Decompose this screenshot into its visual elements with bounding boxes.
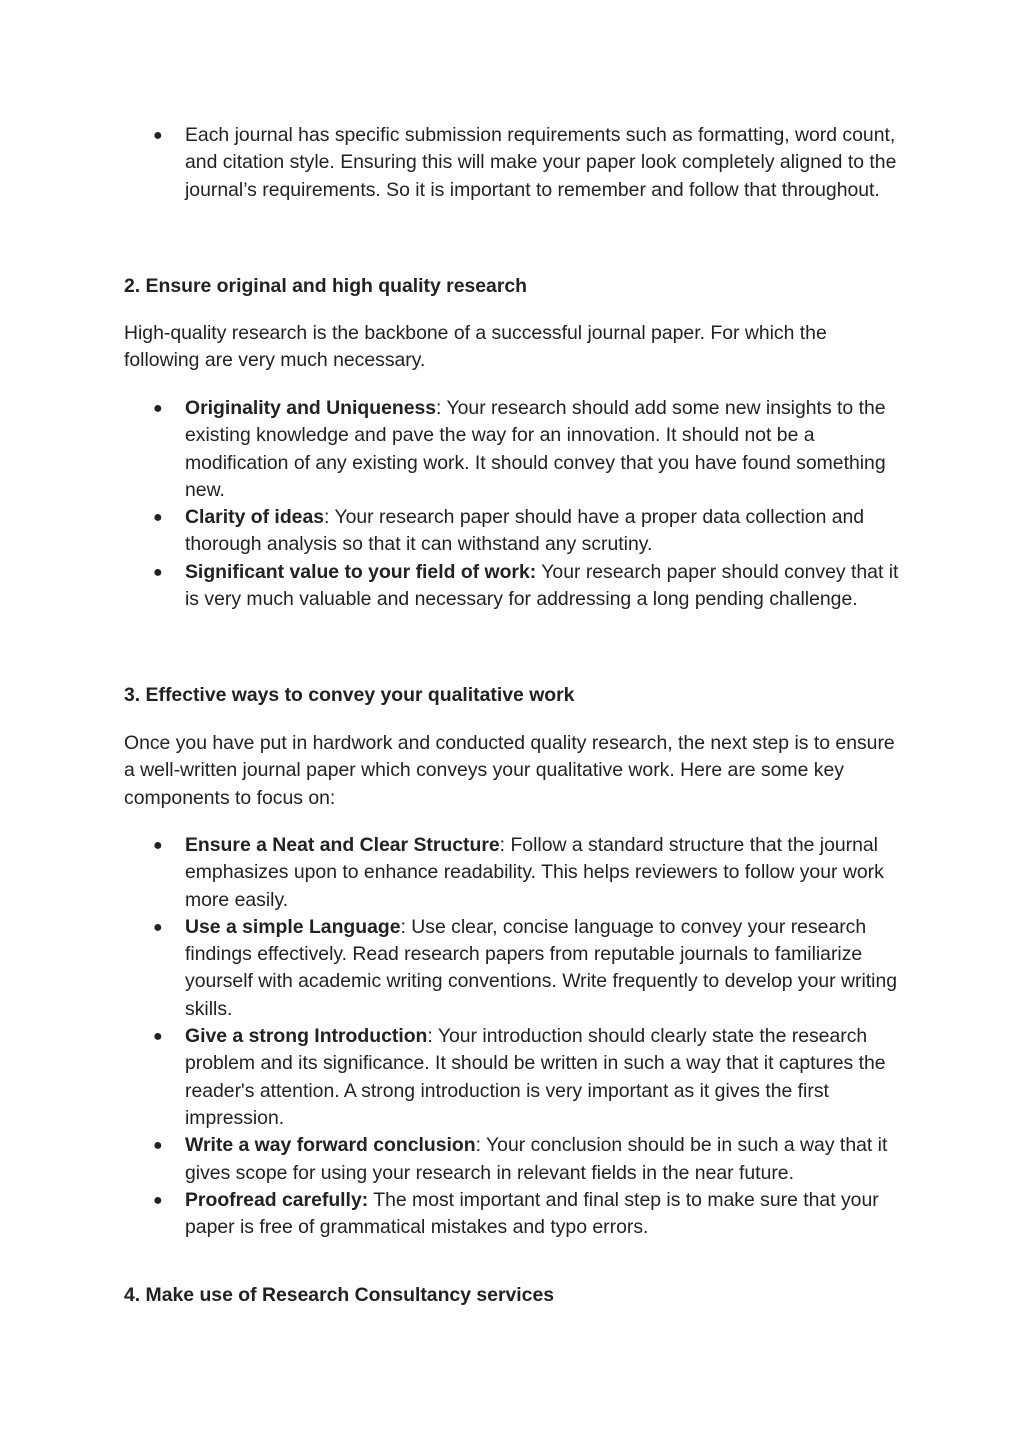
list-item [124, 1132, 904, 1187]
section-2-bullet-list [124, 395, 904, 613]
intro-bullet-list [124, 122, 904, 204]
bullet-bold-lead: Use a simple Language [185, 915, 401, 938]
bullet-bold-lead: Give a strong Introduction [185, 1025, 428, 1048]
bullet-text: : Your research should add some new insights to the existing knowledge and pave the way for an innovation. It should not be a modification of any existing work. It should convey that you have found something new. [185, 397, 886, 501]
bullet-glyph: ● [153, 509, 163, 527]
section-heading: 3. Effective ways to convey your qualitative work [124, 684, 575, 706]
paragraph: High-quality research is the backbone of a successful journal paper. For which the following are very much necessary. [124, 322, 827, 372]
list-item [124, 832, 904, 914]
section-2 [124, 273, 904, 300]
bullet-glyph: ● [153, 563, 163, 581]
bullet-glyph: ● [153, 918, 163, 936]
paragraph: Once you have put in hardwork and conducted quality research, the next step is to ensure a well-written journal paper which conveys your qualitative work. Here are some key components to focus on: [124, 732, 895, 809]
bullet-bold-lead: Significant value to your field of work: [185, 560, 537, 583]
list-item [124, 1187, 904, 1242]
section-2-paragraph [124, 320, 904, 375]
bullet-text: Your research paper should convey that it is very much valuable and necessary for addressing a long pending challenge. [185, 560, 899, 611]
section-heading: 2. Ensure original and high quality research [124, 275, 527, 297]
list-item [124, 122, 904, 204]
bullet-text: : Follow a standard structure that the journal emphasizes upon to enhance readability. This helps reviewers to follow your work more easily. [185, 834, 884, 911]
list-item [124, 914, 904, 1023]
bullet-text: : Use clear, concise language to convey your research findings effectively. Read research papers from reputable journals to familiarize yourself with academic writing conventions. Write frequently to develop your writing skills. [185, 915, 898, 1020]
section-3-paragraph [124, 730, 904, 812]
section-3 [124, 682, 904, 709]
bullet-text: : Your conclusion should be in such a way that it gives scope for using your research in relevant fields in the near future. [185, 1134, 888, 1184]
bullet-bold-lead: Proofread carefully: [185, 1188, 369, 1211]
list-item [124, 559, 904, 614]
bullet-text: Each journal has specific submission requirements such as formatting, word count, and citation style. Ensuring this will make your paper look completely aligned to the journal’s requirements. So it is important to remember and follow that throughout. [185, 124, 897, 201]
bullet-bold-lead: Write a way forward conclusion [185, 1134, 476, 1157]
bullet-glyph: ● [153, 837, 163, 854]
bullet-glyph: ● [153, 127, 163, 144]
list-item [124, 395, 904, 504]
bullet-glyph: ● [153, 1191, 163, 1209]
list-item [124, 504, 904, 559]
bullet-glyph: ● [153, 400, 163, 417]
bullet-bold-lead: Clarity of ideas [185, 506, 325, 529]
list-item [124, 1023, 904, 1132]
bullet-text: : Your introduction should clearly state the research problem and its significance. It should be written in such a way that it captures the reader's attention. A strong introduction is very important as it gives the first impression. [185, 1025, 886, 1129]
bullet-text: The most important and final step is to make sure that your paper is free of grammatical mistakes and typo errors. [185, 1188, 879, 1239]
bullet-text: : Your research paper should have a proper data collection and thorough analysis so that it can withstand any scrutiny. [185, 506, 865, 556]
bullet-bold-lead: Originality and Uniqueness [185, 397, 437, 419]
bullet-glyph: ● [153, 1028, 163, 1046]
section-heading: 4. Make use of Research Consultancy services [124, 1284, 555, 1306]
bullet-bold-lead: Ensure a Neat and Clear Structure [185, 834, 500, 856]
bullet-glyph: ● [153, 1137, 163, 1155]
section-3-bullet-list [124, 832, 904, 1241]
section-4 [124, 1282, 904, 1309]
